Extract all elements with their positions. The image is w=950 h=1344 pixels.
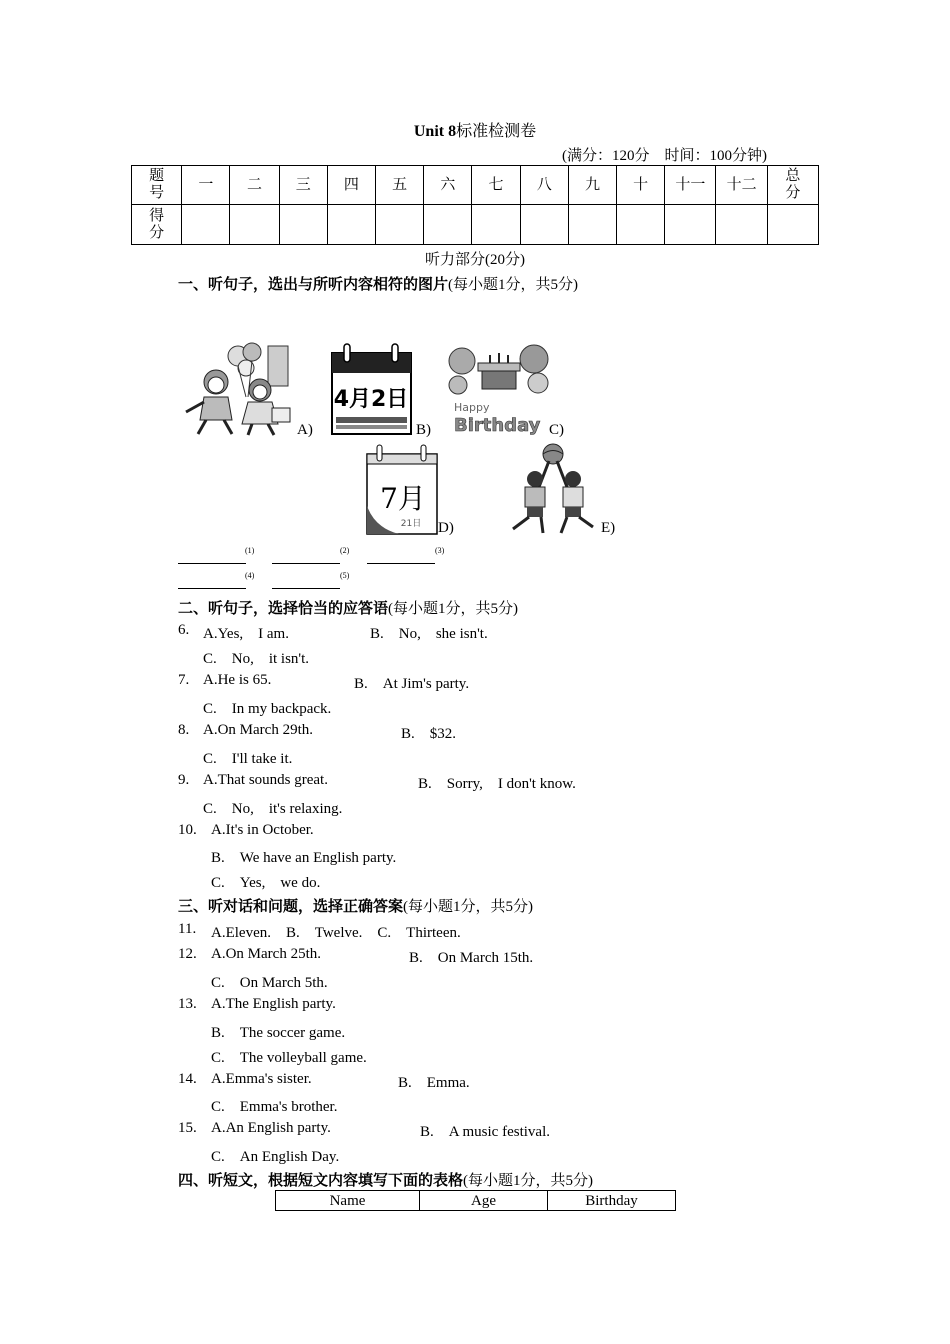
q13-option-c[interactable]: C. The volleyball game.: [211, 1050, 367, 1066]
score-info: (满分：120分 时间：100分钟): [562, 148, 767, 164]
q6-option-a[interactable]: A.Yes, I am.: [203, 626, 289, 642]
col-2: 二: [230, 166, 279, 205]
section3-heading: [178, 895, 533, 916]
section4-title: 四、听短文，根据短文内容填写下面的表格: [178, 1173, 464, 1189]
col-5: 五: [376, 166, 424, 205]
answer-blank-2[interactable]: [272, 563, 340, 564]
birthday-top-text: Happy: [454, 401, 490, 414]
picture-c-label: C): [549, 422, 564, 438]
blank-number-4: (4): [245, 571, 255, 580]
section4-note: (每小题1分，共5分): [463, 1173, 594, 1189]
col-3: 三: [279, 166, 327, 205]
score-table: [131, 165, 819, 245]
section3-note: (每小题1分，共5分): [403, 899, 534, 915]
q11-number: 11.: [178, 921, 197, 937]
score-cell[interactable]: [617, 205, 665, 245]
col-4: 四: [327, 166, 375, 205]
score-cell[interactable]: [767, 205, 818, 245]
q15-number: 15.: [178, 1120, 197, 1136]
score-cell[interactable]: [279, 205, 327, 245]
header-age: Age: [420, 1191, 548, 1211]
picture-e-label: E): [601, 520, 616, 536]
section1-heading: [178, 273, 578, 294]
q10-number: 10.: [178, 822, 197, 838]
row1-label-cell: 题号: [132, 166, 182, 205]
section1-title: 一、听句子，选出与所听内容相符的图片: [178, 277, 449, 293]
section3-title: 三、听对话和问题，选择正确答案: [178, 899, 404, 915]
q9-option-c[interactable]: C. No, it's relaxing.: [203, 801, 343, 817]
q15-option-b[interactable]: B. A music festival.: [420, 1124, 550, 1140]
section2-title: 二、听句子，选择恰当的应答语: [178, 601, 389, 617]
row2-label-cell: 得分: [132, 205, 182, 245]
score-cell[interactable]: [230, 205, 279, 245]
birthday-cake-balloons-icon: [448, 343, 550, 436]
birthday-bottom-text: Birthday: [454, 415, 541, 436]
q14-option-a[interactable]: A.Emma's sister.: [211, 1071, 312, 1087]
info-table: [275, 1190, 676, 1211]
q7-option-b[interactable]: B. At Jim's party.: [354, 676, 470, 692]
score-cell[interactable]: [327, 205, 375, 245]
score-table-score-row: [132, 205, 819, 245]
q7-option-a[interactable]: A.He is 65.: [203, 672, 272, 688]
score-cell[interactable]: [568, 205, 616, 245]
answer-blank-5[interactable]: [272, 588, 340, 589]
q12-number: 12.: [178, 946, 197, 962]
section2-note: (每小题1分，共5分): [388, 601, 519, 617]
section4-heading: [178, 1169, 593, 1190]
answer-blank-4[interactable]: [178, 588, 246, 589]
q14-option-b[interactable]: B. Emma.: [398, 1075, 470, 1091]
q9-option-a[interactable]: A.That sounds great.: [203, 772, 328, 788]
score-cell[interactable]: [376, 205, 424, 245]
q7-number: 7.: [178, 672, 190, 688]
total-label-cell: 总分: [767, 166, 818, 205]
kids-with-balloons-icon: [176, 342, 294, 436]
page-title: [0, 118, 950, 141]
score-cell[interactable]: [182, 205, 230, 245]
unit-label: Unit 8: [413, 123, 457, 140]
calendar-b-text: 4月2日: [333, 387, 409, 412]
col-10: 十: [617, 166, 665, 205]
answer-blank-3[interactable]: [367, 563, 435, 564]
score-cell[interactable]: [716, 205, 767, 245]
col-8: 八: [520, 166, 568, 205]
q15-option-c[interactable]: C. An English Day.: [211, 1149, 340, 1165]
blank-number-3: (3): [435, 546, 445, 555]
col-6: 六: [424, 166, 472, 205]
blank-number-5: (5): [340, 571, 350, 580]
col-7: 七: [472, 166, 520, 205]
q8-option-a[interactable]: A.On March 29th.: [203, 722, 313, 738]
header-birthday: Birthday: [548, 1191, 676, 1211]
q7-option-c[interactable]: C. In my backpack.: [203, 701, 332, 717]
col-12: 十二: [716, 166, 767, 205]
score-cell[interactable]: [665, 205, 716, 245]
section1-note: (每小题1分，共5分): [448, 277, 579, 293]
q12-option-a[interactable]: A.On March 25th.: [211, 946, 321, 962]
header-name: Name: [276, 1191, 420, 1211]
blank-number-1: (1): [245, 546, 255, 555]
q12-option-b[interactable]: B. On March 15th.: [409, 950, 534, 966]
q13-option-b[interactable]: B. The soccer game.: [211, 1025, 346, 1041]
blank-number-2: (2): [340, 546, 350, 555]
q8-number: 8.: [178, 722, 190, 738]
score-cell[interactable]: [472, 205, 520, 245]
boys-playing-basketball-icon: [503, 443, 601, 535]
calendar-april-2-icon: [330, 343, 413, 436]
q9-number: 9.: [178, 772, 190, 788]
q10-option-b[interactable]: B. We have an English party.: [211, 850, 397, 866]
score-cell[interactable]: [424, 205, 472, 245]
answer-blank-1[interactable]: [178, 563, 246, 564]
q9-option-b[interactable]: B. Sorry, I don't know.: [418, 776, 576, 792]
calendar-d-text: 7月: [380, 482, 426, 515]
listening-title: 听力部分(20分): [425, 252, 525, 268]
score-cell[interactable]: [520, 205, 568, 245]
q15-option-a[interactable]: A.An English party.: [211, 1120, 331, 1136]
score-table-header-row: [132, 166, 819, 205]
q11-options[interactable]: A.Eleven. B. Twelve. C. Thirteen.: [211, 925, 461, 941]
col-1: 一: [182, 166, 230, 205]
picture-a-label: A): [297, 422, 313, 438]
calendar-d-subtext: 21日: [400, 519, 422, 529]
q10-option-c[interactable]: C. Yes, we do.: [211, 875, 321, 891]
calendar-july-icon: [365, 444, 439, 536]
q8-option-b[interactable]: B. $32.: [401, 726, 457, 742]
q13-option-a[interactable]: A.The English party.: [211, 996, 336, 1012]
picture-b-label: B): [416, 422, 431, 438]
q12-option-c[interactable]: C. On March 5th.: [211, 975, 328, 991]
title-cn: 标准检测卷: [456, 123, 537, 140]
q6-option-b[interactable]: B. No, she isn't.: [370, 626, 488, 642]
picture-d-label: D): [438, 520, 454, 536]
q8-option-c[interactable]: C. I'll take it.: [203, 751, 293, 767]
q6-number: 6.: [178, 622, 190, 638]
q10-option-a[interactable]: A.It's in October.: [211, 822, 314, 838]
q14-option-c[interactable]: C. Emma's brother.: [211, 1099, 338, 1115]
col-11: 十一: [665, 166, 716, 205]
q14-number: 14.: [178, 1071, 197, 1087]
q13-number: 13.: [178, 996, 197, 1012]
info-table-header-row: [276, 1191, 676, 1211]
col-9: 九: [568, 166, 616, 205]
q6-option-c[interactable]: C. No, it isn't.: [203, 651, 310, 667]
section2-heading: [178, 597, 518, 618]
